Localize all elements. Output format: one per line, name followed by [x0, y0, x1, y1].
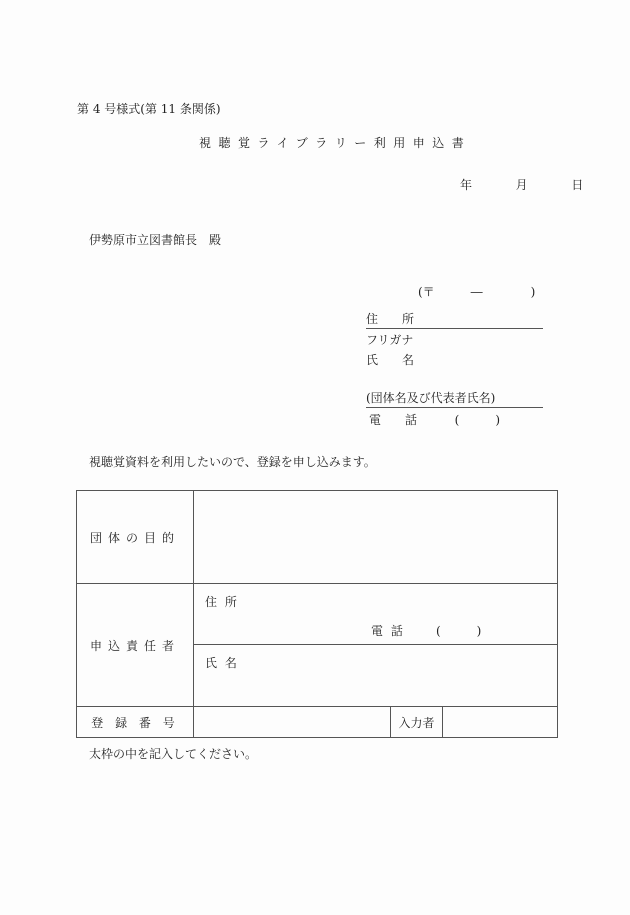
table-row-purpose [77, 491, 558, 584]
reg-number-input[interactable] [194, 707, 391, 738]
registration-table [76, 490, 558, 738]
addressee: 伊勢原市立図書館長 殿 [89, 233, 222, 247]
intro-text: 視聴覚資料を利用したいので、登録を申し込みます。 [89, 455, 376, 469]
address-label: 住 所 [366, 312, 415, 326]
date-day: 日 [571, 178, 584, 192]
responsible-phone-label: 電 話 [371, 624, 405, 638]
group-label: (団体名及び代表者氏名) [366, 391, 496, 405]
date-month: 月 [515, 178, 528, 192]
reg-number-label: 登 録 番 号 [77, 707, 194, 738]
table-row-registration [77, 707, 558, 738]
responsible-name-input[interactable] [194, 645, 558, 707]
group-name-field[interactable] [366, 389, 543, 408]
responsible-name-label: 氏 名 [205, 656, 239, 670]
date-year: 年 [460, 178, 473, 192]
page-title: 視聴覚ライブラリー利用申込書 [199, 136, 472, 150]
phone-label: 電 話 [369, 413, 418, 427]
phone-field[interactable] [369, 411, 500, 428]
responsible-address-label: 住 所 [205, 595, 239, 609]
purpose-input[interactable] [194, 491, 558, 584]
name-field[interactable] [366, 351, 414, 368]
responsible-label: 申込責任者 [77, 584, 194, 707]
table-row-responsible-address [77, 584, 558, 645]
address-field[interactable] [366, 310, 543, 329]
furigana-field[interactable] [366, 331, 413, 348]
responsible-phone-parens: ( ) [436, 624, 482, 638]
furigana-label: フリガナ [366, 333, 414, 347]
postal-code-field[interactable]: (〒 ― ) [418, 285, 536, 299]
entered-by-label: 入力者 [391, 707, 443, 738]
purpose-label: 団体の目的 [77, 491, 194, 584]
date-line [460, 176, 583, 193]
form-number: 第 4 号様式(第 11 条関係) [77, 102, 221, 116]
name-label: 氏 名 [366, 353, 415, 367]
note-text: 太枠の中を記入してください。 [89, 747, 258, 761]
phone-parens: ( ) [454, 413, 501, 427]
entered-by-input[interactable] [443, 707, 558, 738]
responsible-address-input[interactable] [194, 584, 558, 645]
